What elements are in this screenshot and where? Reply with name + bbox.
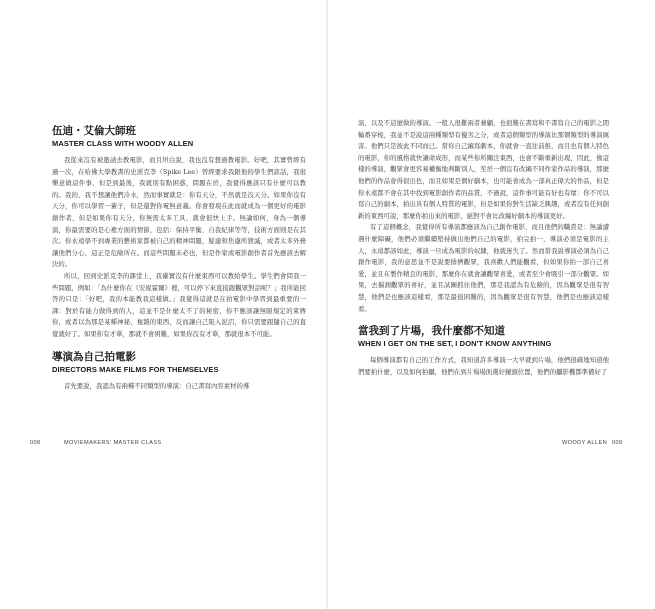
running-title: WOODY ALLEN (562, 440, 608, 446)
body-paragraph: 有了這個概念，我覺得所有導演都應該為自己創作電影，而且他們的職責是：無論遭遇什麼障礙，他們必須繼續堅持做出他們自己的電影，拍完拍一，導演必須是電影的主人，永遠都該如此，導演一旦成為電影的奴隸，他就迷失了。然而當我說導演必須為自己創作電影，我的意思並不是說要排擠觀眾，我喜歡人們能觀看，但如果你拍一部自己喜愛，並且在製作精良的電影，那麼你在就會讓觀眾喜愛，或者至少會吸引一部分觀眾。如果，去揣測觀眾的喜好，並且試圖抓住他們，那是我認為有危險的，因為觀眾是很有智慧，他們是也應該這樣看，那是最很困難的，因為觀眾是很有智慧，他們是也應該這樣看。 (358, 223, 609, 313)
page-number: 008 (30, 440, 41, 446)
section-heading-en: WHEN I GET ON THE SET, I DON'T KNOW ANYTHING (358, 339, 552, 349)
body-paragraph: 首先要說，我認為有兩種不同類型的導演：自己書寫內容素材的導 (64, 381, 250, 390)
section-heading-en: DIRECTORS MAKE FILMS FOR THEMSELVES (52, 364, 219, 374)
left-page (0, 0, 327, 609)
left-text-column (52, 124, 306, 414)
body-paragraph: 所以，回到史派克李的課堂上，我確實沒有什麼東西可以教給學生。學生們會問我一些問題，例如：「為什麼你在《安妮霍爾》裡，可以停下來直接跟觀眾對話呢？」我所能回答的只是：「好吧，我的本能教我這樣做。」我覺得這就是在拍電影中學習到最重要的一課：對於有能力做得到的人，這並不是什麼太不了的秘密，你不應該讓無限規定的束縛你，或者以為那是某種神秘、複雜的東西，反而讓自己陷入泥沼，你只需要跟隨自己的直覺就好了。如果你有才華，那就不會困難，如果你沒有才華，那就很本不可能。 (52, 271, 306, 338)
running-title: MOVIEMAKERS' MASTER CLASS (64, 440, 162, 446)
right-text-column (358, 118, 609, 414)
section-heading-en: MASTER CLASS WITH WOODY ALLEN (52, 139, 194, 148)
right-page (328, 0, 655, 609)
body-paragraph: 我從來沒有被邀請去教電影，而且坦白說，我也沒有想過教電影。好吧，其實曾經有過一次，在哈佛大學教書的史派克李（Spike Lee）曾經要求我跟他的學生們談話，我很樂意做這件事，但是到最後，我就別有點困惑，問題在於，我覺得應該只有什麼可以教的。我的，我不想讓他們冷水，然而事實就是：你有天分，不然就是沒天分。如果你沒有天分，你可以學習一輩子，但是還對你電無意義。你會發現在此而就成為一個更好的電影創作者，但是如果你有天分，你無需太多工具，就會很快上手。無論如何，身為一個導演，你最需要的是心裡方面的情節，包括：保持平衡，自我紀律等等，技術方面則是在其次。你永遠學不到專業的藝術家都被自己的精神問題，疑慮和焦慮所毀滅，或者太多外務讓他們分心，這正是危險所在。而這些問題未必也，但是作家或電影創作者首先應該去解決的。 (52, 156, 306, 269)
section-heading-zh: 當我到了片場，我什麼都不知道 (358, 325, 505, 338)
body-paragraph: 每個導演都有自己的工作方式，我知道許多導演一大早就到片場，他們很確地知道他們要拍什麼，以及如何拍攝，他們在到片場場面選好鏡頭位置，他們的攝影機都準備好了 (358, 356, 609, 376)
page-number: 009 (612, 440, 623, 446)
section-heading-zh: 伍迪・艾倫大師班 (52, 125, 136, 137)
section-on-set (358, 324, 609, 378)
section-master-class (52, 124, 306, 341)
section-directors (52, 350, 306, 393)
section-heading-zh: 導演為自己拍電影 (52, 350, 136, 363)
body-paragraph: 演，以及不這麼做的導演。一般人很難兩者兼顧，也很難在書寫和不書寫自己的電影之間輪番穿梭，我並不是說這兩種類型有優劣之分，或者這個類型的導演比那個類型的導演厲害。他們只是彼此不同而已。當你自己編寫劇本，你就會一直往前推，而且也有個人特色的電影，你的風格就快讓命成形，而某些你所關注東西，也會不斷重新出現，因此，像這樣的導演，觀眾會更容易權衡地判斷別人，至於一個沒有改編不同作家作品的導演，那麼他們的作品會得很出色，而且如果是個好劇本，也可能會成為一部真正偉大的作品，但是你永遠都不會在其中找到電影創作者的品質，不過說，這件事可能有好也有壞：你不可以寫自己的劇本，拍出具有個人特質的電影，但是如果你對生活缺乏興趣，或者沒有任何創新的東西可說，那麼你拍出來的電影，絕對不會比改編好劇本的導演更好。 (358, 119, 609, 220)
